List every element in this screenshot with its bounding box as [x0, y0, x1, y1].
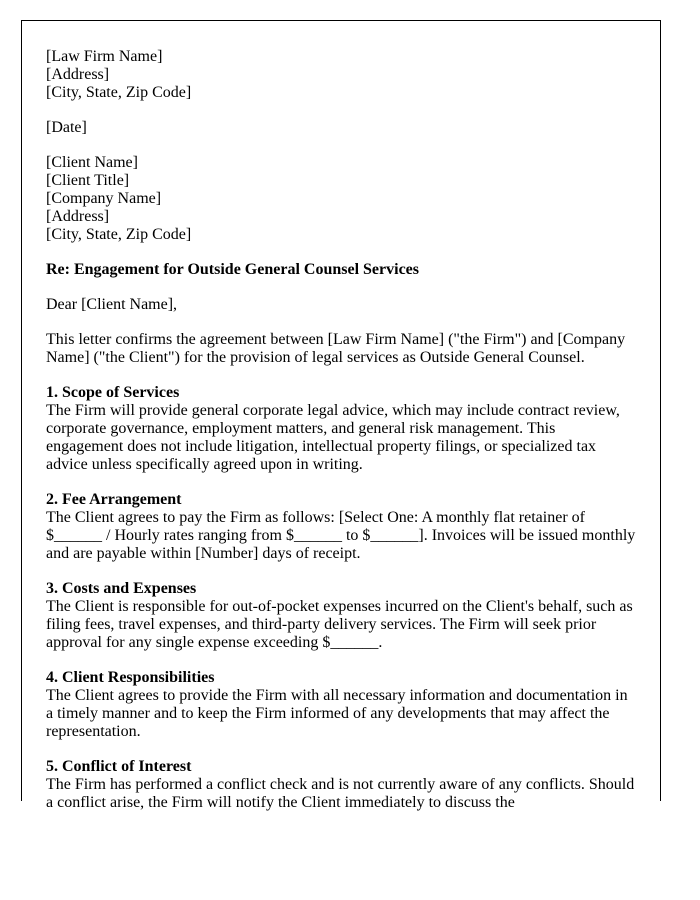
recipient-company-name: [Company Name]: [46, 190, 162, 207]
section-client-responsibilities: [46, 669, 636, 741]
sender-city-state-zip: [City, State, Zip Code]: [46, 84, 192, 101]
section-costs-and-expenses: [46, 580, 636, 652]
sender-address: [Address]: [46, 66, 110, 83]
salutation: Dear [Client Name],: [46, 296, 178, 313]
section-heading: 1. Scope of Services: [46, 384, 180, 401]
subject-line: Re: Engagement for Outside General Counsel Services: [46, 261, 419, 278]
recipient-address: [Address]: [46, 208, 110, 225]
intro-paragraph: This letter confirms the agreement between [Law Firm Name] ("the Firm") and [Company Name] ("the Client") for the provision of legal services as Outside General Counsel.: [46, 331, 626, 366]
recipient-client-name: [Client Name]: [46, 154, 138, 171]
section-scope-of-services: [46, 384, 636, 474]
section-heading: 5. Conflict of Interest: [46, 758, 192, 775]
recipient-city-state-zip: [City, State, Zip Code]: [46, 226, 192, 243]
section-fee-arrangement: [46, 491, 636, 563]
section-heading: 2. Fee Arrangement: [46, 491, 182, 508]
section-heading: 4. Client Responsibilities: [46, 669, 215, 686]
section-body: The Client agrees to pay the Firm as follows: [Select One: A monthly flat retainer of $______ / Hourly rates ranging from $______ to $______]. Invoices will be issued monthly and are payable within [Number] days of receipt.: [46, 509, 636, 562]
recipient-client-title: [Client Title]: [46, 172, 130, 189]
section-body: The Client is responsible for out-of-pocket expenses incurred on the Client's behalf, such as filing fees, travel expenses, and third-party delivery services. The Firm will seek prior approval for any single expense exceeding $______.: [46, 598, 633, 651]
date-line: [Date]: [46, 119, 87, 136]
section-conflict-of-interest: [46, 758, 636, 812]
section-body: The Client agrees to provide the Firm with all necessary information and documentation in a timely manner and to keep the Firm informed of any developments that may affect the representation.: [46, 687, 628, 740]
section-body: The Firm has performed a conflict check and is not currently aware of any conflicts. Should a conflict arise, the Firm will notify the Client immediately to discuss the: [46, 776, 635, 811]
letter-page: [21, 20, 661, 811]
section-body: The Firm will provide general corporate legal advice, which may include contract review, corporate governance, employment matters, and general risk management. This engagement does not include litigation, intellectual property filings, or specialized tax advice unless specifically agreed upon in writing.: [46, 402, 620, 473]
section-heading: 3. Costs and Expenses: [46, 580, 197, 597]
recipient-address-block: [46, 154, 636, 244]
sender-law-firm-name: [Law Firm Name]: [46, 48, 163, 65]
sender-address-block: [46, 48, 636, 102]
